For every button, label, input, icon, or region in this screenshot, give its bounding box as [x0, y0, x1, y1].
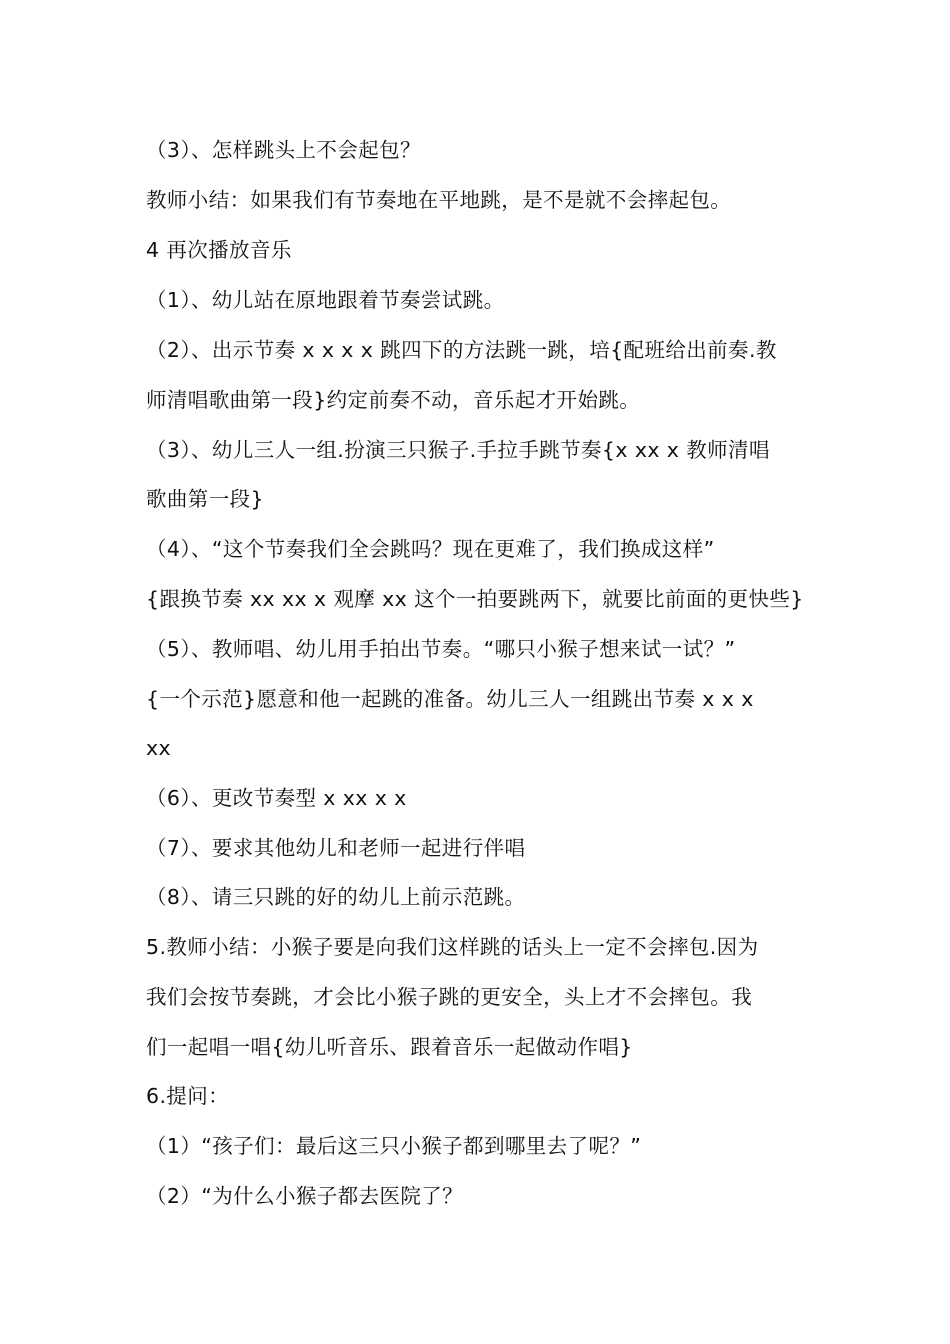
- text-line: （1）、幼儿站在原地跟着节奏尝试跳。: [146, 288, 505, 312]
- text-line: 们一起唱一唱{幼儿听音乐、跟着音乐一起做动作唱}: [146, 1035, 633, 1059]
- text-line: （5）、教师唱、幼儿用手拍出节奏。“哪只小猴子想来试一试？”: [146, 637, 736, 661]
- text-line: 歌曲第一段}: [146, 487, 264, 511]
- text-line: （2）、出示节奏 x x x x 跳四下的方法跳一跳，培{配班给出前奏.教: [146, 338, 777, 362]
- text-line: （1）“孩子们：最后这三只小猴子都到哪里去了呢？”: [146, 1134, 642, 1158]
- section-heading: 6.提问：: [146, 1084, 230, 1108]
- text-line: {一个示范}愿意和他一起跳的准备。幼儿三人一组跳出节奏 x x x: [146, 687, 754, 711]
- text-line: 教师小结：如果我们有节奏地在平地跳，是不是就不会摔起包。: [146, 188, 732, 212]
- section-heading: 5.教师小结：小猴子要是向我们这样跳的话头上一定不会摔包.因为: [146, 935, 759, 959]
- section-heading: 4 再次播放音乐: [146, 238, 292, 262]
- text-line: {跟换节奏 xx xx x 观摩 xx 这个一拍要跳两下，就要比前面的更快些}: [146, 587, 804, 611]
- text-line: （7）、要求其他幼儿和老师一起进行伴唱: [146, 836, 526, 860]
- text-line: （3）、幼儿三人一组.扮演三只猴子.手拉手跳节奏{x xx x 教师清唱: [146, 438, 770, 462]
- text-line: （3）、怎样跳头上不会起包？: [146, 138, 421, 162]
- text-line: xx: [146, 736, 172, 760]
- text-line: （8）、请三只跳的好的幼儿上前示范跳。: [146, 885, 526, 909]
- text-line: （6）、更改节奏型 x xx x x: [146, 786, 407, 810]
- text-line: （2）“为什么小猴子都去医院了？: [146, 1184, 464, 1208]
- text-line: 我们会按节奏跳，才会比小猴子跳的更安全，头上才不会摔包。我: [146, 985, 753, 1009]
- text-line: （4）、“这个节奏我们全会跳吗？现在更难了，我们换成这样”: [146, 537, 715, 561]
- text-line: 师清唱歌曲第一段}约定前奏不动，音乐起才开始跳。: [146, 388, 641, 412]
